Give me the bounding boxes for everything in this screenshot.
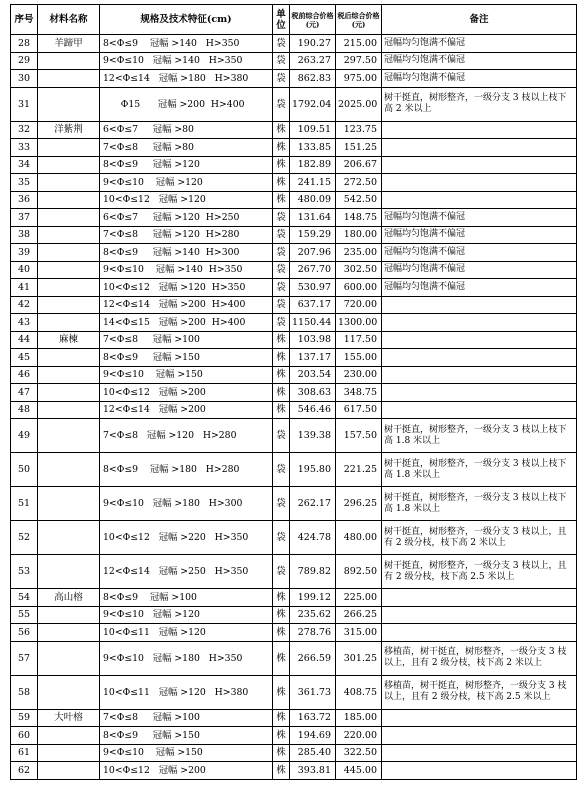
post-tax-price: 892.50 xyxy=(336,555,382,589)
post-tax-price: 185.00 xyxy=(336,709,382,727)
table-row xyxy=(11,453,577,487)
pre-tax-price: 103.98 xyxy=(290,331,336,349)
note-cell xyxy=(382,191,577,209)
note-cell: 冠幅均匀饱满不偏冠 xyxy=(382,244,577,262)
material-name xyxy=(38,384,100,402)
note-cell: 冠幅均匀饱满不偏冠 xyxy=(382,52,577,70)
pre-tax-price: 241.15 xyxy=(290,174,336,192)
table-row xyxy=(11,675,577,709)
row-number: 35 xyxy=(11,174,38,192)
header-note: 备注 xyxy=(382,5,577,35)
pre-tax-price: 194.69 xyxy=(290,727,336,745)
note-cell xyxy=(382,401,577,419)
material-name: 洋紫荆 xyxy=(38,121,100,139)
pre-tax-price: 266.59 xyxy=(290,641,336,675)
note-cell: 树干挺直，树形整齐，一级分支 3 枝以上枝下高 1.8 米以上 xyxy=(382,487,577,521)
pre-tax-price: 182.89 xyxy=(290,156,336,174)
unit-cell: 株 xyxy=(273,384,290,402)
table-row xyxy=(11,296,577,314)
unit-cell: 袋 xyxy=(273,261,290,279)
unit-cell: 袋 xyxy=(273,244,290,262)
row-number: 34 xyxy=(11,156,38,174)
row-number: 31 xyxy=(11,87,38,121)
table-row xyxy=(11,331,577,349)
row-number: 37 xyxy=(11,209,38,227)
spec-cell: 9<Φ≤10 冠幅 >180 H>350 xyxy=(100,641,273,675)
note-cell xyxy=(382,156,577,174)
post-tax-price: 975.00 xyxy=(336,70,382,88)
row-number: 50 xyxy=(11,453,38,487)
material-name xyxy=(38,555,100,589)
post-tax-price: 157.50 xyxy=(336,419,382,453)
unit-cell: 袋 xyxy=(273,296,290,314)
note-cell: 移植苗，树干挺直，树形整齐，一级分支 3 枝以上，且有 2 级分枝，枝下高 2.5 米以上 xyxy=(382,675,577,709)
header-post-tax: 税后综合价格(元) xyxy=(336,5,382,35)
unit-cell: 株 xyxy=(273,174,290,192)
note-cell xyxy=(382,606,577,624)
unit-cell: 袋 xyxy=(273,314,290,332)
post-tax-price: 348.75 xyxy=(336,384,382,402)
unit-cell: 株 xyxy=(273,349,290,367)
spec-cell: 6<Φ≤7 冠幅 >80 xyxy=(100,121,273,139)
note-cell xyxy=(382,384,577,402)
post-tax-price: 180.00 xyxy=(336,226,382,244)
pre-tax-price: 207.96 xyxy=(290,244,336,262)
table-row xyxy=(11,762,577,780)
spec-cell: 10<Φ≤12 冠幅 >220 H>350 xyxy=(100,521,273,555)
note-cell: 树干挺直，树形整齐，一级分支 3 枝以上枝下高 1.8 米以上 xyxy=(382,453,577,487)
row-number: 54 xyxy=(11,589,38,607)
spec-cell: 10<Φ≤11 冠幅 >120 xyxy=(100,624,273,642)
header-pre-tax: 税前综合价格(元) xyxy=(290,5,336,35)
unit-cell: 袋 xyxy=(273,453,290,487)
row-number: 45 xyxy=(11,349,38,367)
unit-cell: 袋 xyxy=(273,35,290,53)
material-name xyxy=(38,675,100,709)
material-name xyxy=(38,314,100,332)
pre-tax-price: 262.17 xyxy=(290,487,336,521)
row-number: 51 xyxy=(11,487,38,521)
note-cell: 冠幅均匀饱满不偏冠 xyxy=(382,279,577,297)
note-cell xyxy=(382,366,577,384)
row-number: 44 xyxy=(11,331,38,349)
table-row xyxy=(11,174,577,192)
unit-cell: 株 xyxy=(273,331,290,349)
spec-cell: 7<Φ≤8 冠幅 >80 xyxy=(100,139,273,157)
pre-tax-price: 278.76 xyxy=(290,624,336,642)
table-row xyxy=(11,279,577,297)
spec-cell: 9<Φ≤10 冠幅 >180 H>300 xyxy=(100,487,273,521)
unit-cell: 株 xyxy=(273,139,290,157)
material-name xyxy=(38,296,100,314)
header-no: 序号 xyxy=(11,5,38,35)
row-number: 30 xyxy=(11,70,38,88)
post-tax-price: 315.00 xyxy=(336,624,382,642)
material-name xyxy=(38,419,100,453)
post-tax-price: 155.00 xyxy=(336,349,382,367)
post-tax-price: 266.25 xyxy=(336,606,382,624)
pre-tax-price: 139.38 xyxy=(290,419,336,453)
post-tax-price: 117.50 xyxy=(336,331,382,349)
post-tax-price: 408.75 xyxy=(336,675,382,709)
material-name xyxy=(38,366,100,384)
note-cell xyxy=(382,744,577,762)
spec-cell: 9<Φ≤10 冠幅 >150 xyxy=(100,366,273,384)
row-number: 62 xyxy=(11,762,38,780)
material-name xyxy=(38,606,100,624)
post-tax-price: 272.50 xyxy=(336,174,382,192)
post-tax-price: 445.00 xyxy=(336,762,382,780)
post-tax-price: 301.25 xyxy=(336,641,382,675)
note-cell: 冠幅均匀饱满不偏冠 xyxy=(382,261,577,279)
note-cell xyxy=(382,727,577,745)
pre-tax-price: 109.51 xyxy=(290,121,336,139)
table-row xyxy=(11,744,577,762)
spec-cell: 10<Φ≤12 冠幅 >200 xyxy=(100,384,273,402)
pre-tax-price: 235.62 xyxy=(290,606,336,624)
post-tax-price: 296.25 xyxy=(336,487,382,521)
row-number: 61 xyxy=(11,744,38,762)
material-name xyxy=(38,624,100,642)
row-number: 49 xyxy=(11,419,38,453)
pre-tax-price: 159.29 xyxy=(290,226,336,244)
table-row xyxy=(11,487,577,521)
table-row xyxy=(11,624,577,642)
unit-cell: 株 xyxy=(273,675,290,709)
post-tax-price: 617.50 xyxy=(336,401,382,419)
unit-cell: 株 xyxy=(273,401,290,419)
unit-cell: 株 xyxy=(273,727,290,745)
row-number: 36 xyxy=(11,191,38,209)
unit-cell: 株 xyxy=(273,191,290,209)
material-name: 麻楝 xyxy=(38,331,100,349)
table-row xyxy=(11,87,577,121)
post-tax-price: 123.75 xyxy=(336,121,382,139)
note-cell: 冠幅均匀饱满不偏冠 xyxy=(382,226,577,244)
post-tax-price: 230.00 xyxy=(336,366,382,384)
material-name xyxy=(38,139,100,157)
note-cell xyxy=(382,174,577,192)
pre-tax-price: 424.78 xyxy=(290,521,336,555)
note-cell xyxy=(382,589,577,607)
post-tax-price: 151.25 xyxy=(336,139,382,157)
row-number: 43 xyxy=(11,314,38,332)
spec-cell: 10<Φ≤12 冠幅 >200 xyxy=(100,762,273,780)
material-name xyxy=(38,349,100,367)
row-number: 46 xyxy=(11,366,38,384)
pre-tax-price: 195.80 xyxy=(290,453,336,487)
table-body xyxy=(11,35,577,780)
spec-cell: 8<Φ≤9 冠幅 >100 xyxy=(100,589,273,607)
table-row xyxy=(11,641,577,675)
spec-cell: 9<Φ≤10 冠幅 >120 xyxy=(100,174,273,192)
note-cell xyxy=(382,121,577,139)
spec-cell: 9<Φ≤10 冠幅 >140 H>350 xyxy=(100,261,273,279)
pre-tax-price: 285.40 xyxy=(290,744,336,762)
unit-cell: 袋 xyxy=(273,209,290,227)
spec-cell: 8<Φ≤9 冠幅 >150 xyxy=(100,349,273,367)
unit-cell: 株 xyxy=(273,606,290,624)
note-cell xyxy=(382,296,577,314)
note-cell xyxy=(382,331,577,349)
table-row xyxy=(11,589,577,607)
row-number: 32 xyxy=(11,121,38,139)
unit-cell: 株 xyxy=(273,641,290,675)
unit-cell: 袋 xyxy=(273,521,290,555)
unit-cell: 袋 xyxy=(273,487,290,521)
unit-cell: 袋 xyxy=(273,279,290,297)
table-row xyxy=(11,314,577,332)
table-row xyxy=(11,244,577,262)
note-cell xyxy=(382,314,577,332)
spec-cell: 12<Φ≤14 冠幅 >200 xyxy=(100,401,273,419)
unit-cell: 株 xyxy=(273,624,290,642)
material-name xyxy=(38,487,100,521)
post-tax-price: 322.50 xyxy=(336,744,382,762)
spec-cell: 6<Φ≤7 冠幅 >120 H>250 xyxy=(100,209,273,227)
post-tax-price: 221.25 xyxy=(336,453,382,487)
pre-tax-price: 267.70 xyxy=(290,261,336,279)
table-row xyxy=(11,349,577,367)
post-tax-price: 215.00 xyxy=(336,35,382,53)
spec-cell: 9<Φ≤10 冠幅 >120 xyxy=(100,606,273,624)
material-name xyxy=(38,727,100,745)
pre-tax-price: 190.27 xyxy=(290,35,336,53)
post-tax-price: 720.00 xyxy=(336,296,382,314)
post-tax-price: 297.50 xyxy=(336,52,382,70)
note-cell: 树干挺直，树形整齐，一级分支 3 枝以上，且有 2 级分枝，枝下高 2 米以上 xyxy=(382,521,577,555)
unit-cell: 袋 xyxy=(273,70,290,88)
row-number: 38 xyxy=(11,226,38,244)
row-number: 56 xyxy=(11,624,38,642)
table-row xyxy=(11,35,577,53)
post-tax-price: 1300.00 xyxy=(336,314,382,332)
note-cell: 冠幅均匀饱满不偏冠 xyxy=(382,70,577,88)
table-row xyxy=(11,121,577,139)
pre-tax-price: 1792.04 xyxy=(290,87,336,121)
unit-cell: 株 xyxy=(273,589,290,607)
material-name xyxy=(38,174,100,192)
spec-cell: 14<Φ≤15 冠幅 >200 H>400 xyxy=(100,314,273,332)
material-name xyxy=(38,401,100,419)
pre-tax-price: 530.97 xyxy=(290,279,336,297)
unit-cell: 株 xyxy=(273,156,290,174)
header-name: 材料名称 xyxy=(38,5,100,35)
material-name xyxy=(38,52,100,70)
spec-cell: 7<Φ≤8 冠幅 >100 xyxy=(100,709,273,727)
material-name xyxy=(38,156,100,174)
spec-cell: 7<Φ≤8 冠幅 >100 xyxy=(100,331,273,349)
material-name: 大叶榕 xyxy=(38,709,100,727)
row-number: 59 xyxy=(11,709,38,727)
material-name: 高山榕 xyxy=(38,589,100,607)
row-number: 41 xyxy=(11,279,38,297)
material-name xyxy=(38,244,100,262)
unit-cell: 株 xyxy=(273,366,290,384)
spec-cell: 10<Φ≤12 冠幅 >120 H>350 xyxy=(100,279,273,297)
note-cell: 树干挺直，树形整齐，一级分支 3 枝以上枝下高 1.8 米以上 xyxy=(382,419,577,453)
table-row xyxy=(11,52,577,70)
header-unit: 单位 xyxy=(273,5,290,35)
header-spec: 规格及技术特征(cm) xyxy=(100,5,273,35)
material-name xyxy=(38,744,100,762)
post-tax-price: 235.00 xyxy=(336,244,382,262)
post-tax-price: 302.50 xyxy=(336,261,382,279)
unit-cell: 株 xyxy=(273,709,290,727)
material-name xyxy=(38,87,100,121)
table-row xyxy=(11,156,577,174)
spec-cell: 8<Φ≤9 冠幅 >140 H>350 xyxy=(100,35,273,53)
row-number: 52 xyxy=(11,521,38,555)
note-cell: 移植苗，树干挺直，树形整齐，一级分支 3 枝以上，且有 2 级分枝，枝下高 2 米以上 xyxy=(382,641,577,675)
row-number: 57 xyxy=(11,641,38,675)
post-tax-price: 206.67 xyxy=(336,156,382,174)
spec-cell: 8<Φ≤9 冠幅 >120 xyxy=(100,156,273,174)
row-number: 55 xyxy=(11,606,38,624)
material-name xyxy=(38,762,100,780)
table-row xyxy=(11,261,577,279)
pre-tax-price: 1150.44 xyxy=(290,314,336,332)
table-row xyxy=(11,226,577,244)
table-row xyxy=(11,555,577,589)
material-name xyxy=(38,521,100,555)
unit-cell: 株 xyxy=(273,121,290,139)
table-row xyxy=(11,191,577,209)
spec-cell: 12<Φ≤14 冠幅 >250 H>350 xyxy=(100,555,273,589)
material-name xyxy=(38,261,100,279)
table-row xyxy=(11,366,577,384)
spec-cell: 8<Φ≤9 冠幅 >140 H>300 xyxy=(100,244,273,262)
table-row xyxy=(11,606,577,624)
material-name xyxy=(38,279,100,297)
unit-cell: 袋 xyxy=(273,226,290,244)
row-number: 29 xyxy=(11,52,38,70)
unit-cell: 袋 xyxy=(273,419,290,453)
unit-cell: 株 xyxy=(273,744,290,762)
pre-tax-price: 199.12 xyxy=(290,589,336,607)
spec-cell: 10<Φ≤11 冠幅 >120 H>380 xyxy=(100,675,273,709)
pre-tax-price: 137.17 xyxy=(290,349,336,367)
row-number: 53 xyxy=(11,555,38,589)
spec-cell: 7<Φ≤8 冠幅 >120 H>280 xyxy=(100,226,273,244)
post-tax-price: 148.75 xyxy=(336,209,382,227)
material-name xyxy=(38,453,100,487)
table-row xyxy=(11,727,577,745)
material-name xyxy=(38,70,100,88)
pre-tax-price: 393.81 xyxy=(290,762,336,780)
row-number: 42 xyxy=(11,296,38,314)
note-cell: 冠幅均匀饱满不偏冠 xyxy=(382,209,577,227)
spec-cell: 8<Φ≤9 冠幅 >150 xyxy=(100,727,273,745)
note-cell xyxy=(382,624,577,642)
spec-cell: 12<Φ≤14 冠幅 >180 H>380 xyxy=(100,70,273,88)
spec-cell: 8<Φ≤9 冠幅 >180 H>280 xyxy=(100,453,273,487)
table-row xyxy=(11,521,577,555)
table-row xyxy=(11,384,577,402)
unit-cell: 袋 xyxy=(273,52,290,70)
material-name xyxy=(38,226,100,244)
pre-tax-price: 789.82 xyxy=(290,555,336,589)
material-name xyxy=(38,191,100,209)
row-number: 47 xyxy=(11,384,38,402)
spec-cell: 12<Φ≤14 冠幅 >200 H>400 xyxy=(100,296,273,314)
pre-tax-price: 163.72 xyxy=(290,709,336,727)
table-row xyxy=(11,70,577,88)
table-row xyxy=(11,401,577,419)
row-number: 60 xyxy=(11,727,38,745)
note-cell xyxy=(382,762,577,780)
row-number: 33 xyxy=(11,139,38,157)
note-cell xyxy=(382,139,577,157)
spec-cell: 9<Φ≤10 冠幅 >150 xyxy=(100,744,273,762)
post-tax-price: 542.50 xyxy=(336,191,382,209)
table-row xyxy=(11,419,577,453)
row-number: 28 xyxy=(11,35,38,53)
note-cell xyxy=(382,709,577,727)
spec-cell: 10<Φ≤12 冠幅 >120 xyxy=(100,191,273,209)
row-number: 40 xyxy=(11,261,38,279)
spec-cell: 7<Φ≤8 冠幅 >120 H>280 xyxy=(100,419,273,453)
pre-tax-price: 203.54 xyxy=(290,366,336,384)
spec-cell: Φ15 冠幅 >200 H>400 xyxy=(100,87,273,121)
table-row xyxy=(11,209,577,227)
table-row xyxy=(11,139,577,157)
spec-cell: 9<Φ≤10 冠幅 >140 H>350 xyxy=(100,52,273,70)
unit-cell: 袋 xyxy=(273,87,290,121)
row-number: 48 xyxy=(11,401,38,419)
note-cell: 冠幅均匀饱满不偏冠 xyxy=(382,35,577,53)
pre-tax-price: 361.73 xyxy=(290,675,336,709)
post-tax-price: 2025.00 xyxy=(336,87,382,121)
pre-tax-price: 480.09 xyxy=(290,191,336,209)
material-name xyxy=(38,209,100,227)
row-number: 58 xyxy=(11,675,38,709)
row-number: 39 xyxy=(11,244,38,262)
unit-cell: 株 xyxy=(273,762,290,780)
pre-tax-price: 133.85 xyxy=(290,139,336,157)
pre-tax-price: 862.83 xyxy=(290,70,336,88)
pre-tax-price: 131.64 xyxy=(290,209,336,227)
post-tax-price: 480.00 xyxy=(336,521,382,555)
note-cell xyxy=(382,349,577,367)
pre-tax-price: 546.46 xyxy=(290,401,336,419)
note-cell: 树干挺直，树形整齐，一级分支 3 枝以上，且有 2 级分枝，枝下高 2.5 米以上 xyxy=(382,555,577,589)
post-tax-price: 220.00 xyxy=(336,727,382,745)
note-cell: 树干挺直，树形整齐，一级分支 3 枝以上枝下高 2 米以上 xyxy=(382,87,577,121)
post-tax-price: 600.00 xyxy=(336,279,382,297)
material-name: 羊蹄甲 xyxy=(38,35,100,53)
price-table xyxy=(10,4,577,780)
unit-cell: 袋 xyxy=(273,555,290,589)
table-row xyxy=(11,709,577,727)
pre-tax-price: 263.27 xyxy=(290,52,336,70)
material-name xyxy=(38,641,100,675)
pre-tax-price: 308.63 xyxy=(290,384,336,402)
header-row xyxy=(11,5,577,35)
post-tax-price: 225.00 xyxy=(336,589,382,607)
pre-tax-price: 637.17 xyxy=(290,296,336,314)
